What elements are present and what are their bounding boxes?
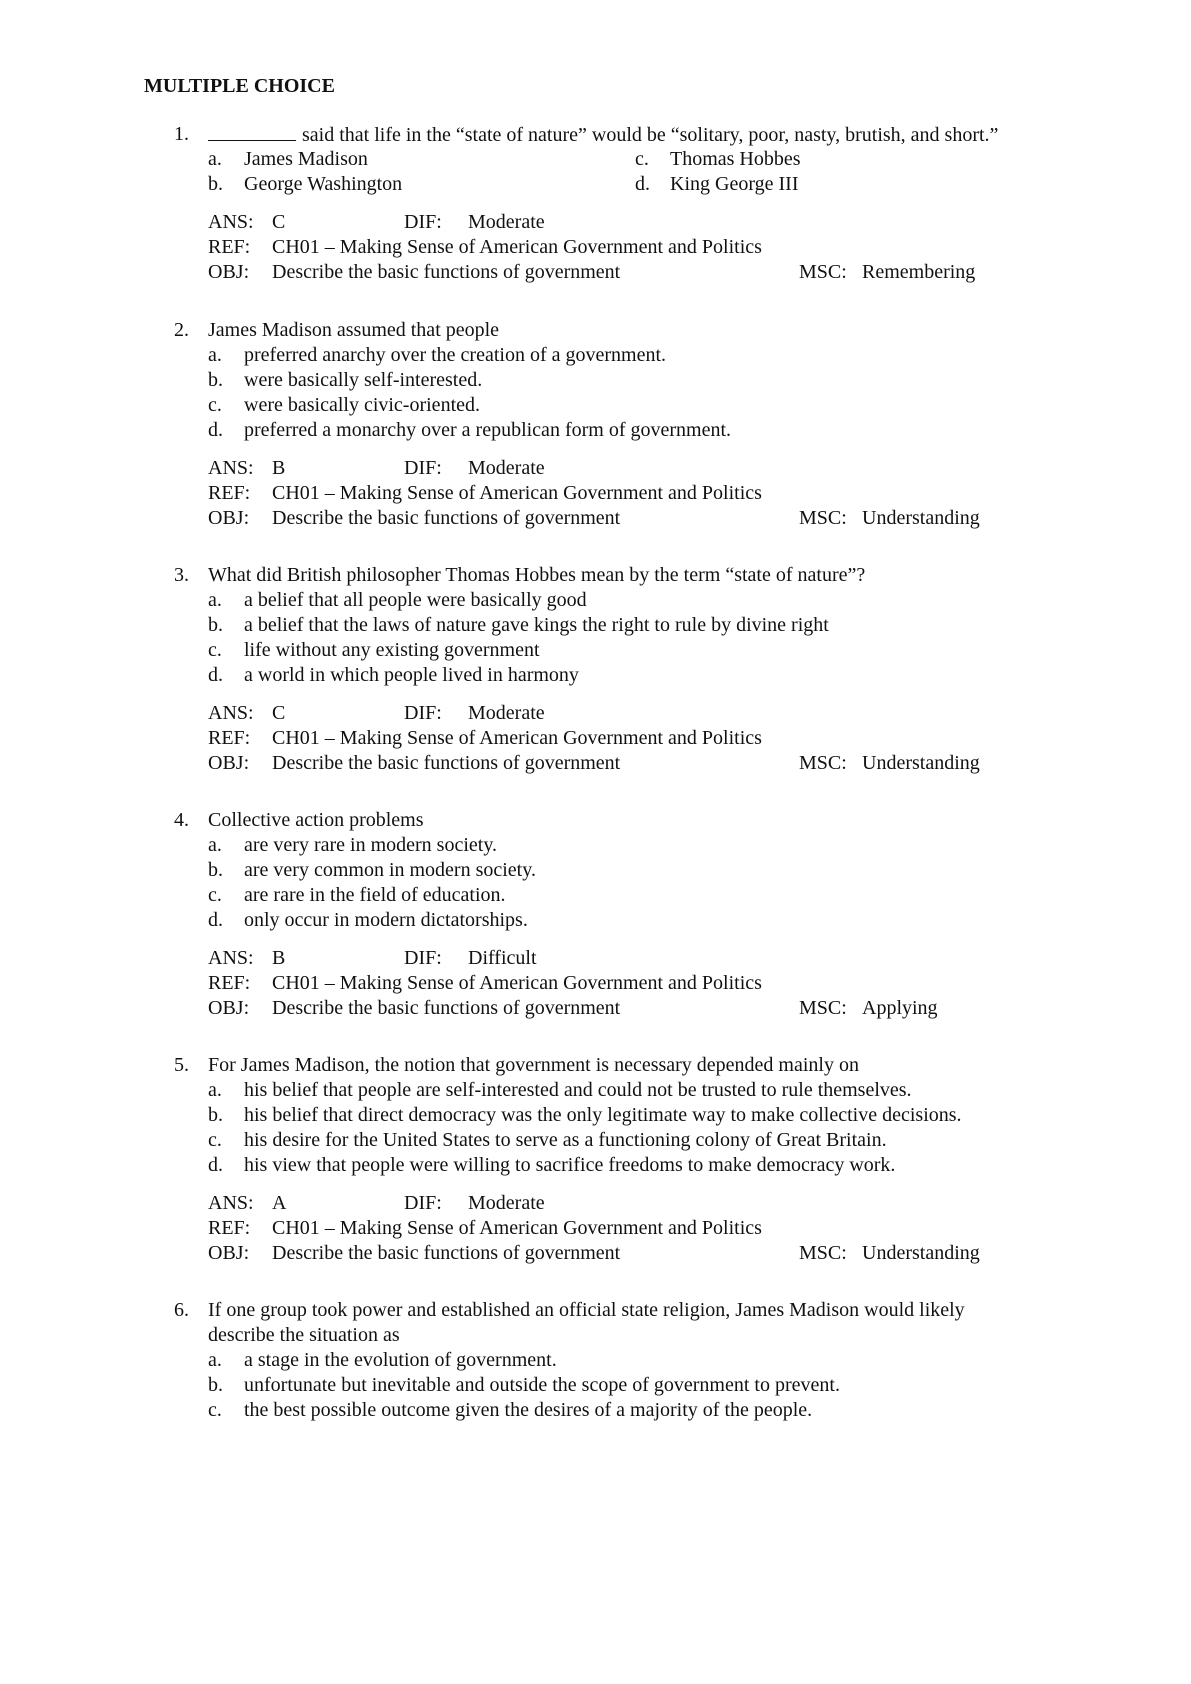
option-text: preferred a monarchy over a republican form of government. [244, 419, 732, 441]
section-heading: MULTIPLE CHOICE [144, 75, 335, 97]
question-stem-line [0, 122, 1191, 147]
ans-label: ANS: [208, 457, 254, 479]
option-text: are rare in the field of education. [244, 884, 506, 906]
option-row [0, 883, 1191, 908]
msc-label: MSC: [799, 752, 847, 774]
dif-value: Moderate [468, 211, 545, 233]
obj-meta-row [0, 506, 1191, 531]
dif-value: Moderate [468, 457, 545, 479]
ans-label: ANS: [208, 1192, 254, 1214]
answer-meta-row [0, 456, 1191, 481]
ref-value: CH01 – Making Sense of American Government and Politics [272, 1217, 762, 1239]
question-stem: For James Madison, the notion that government is necessary depended mainly on [208, 1054, 859, 1076]
option-text: a belief that the laws of nature gave kings the right to rule by divine right [244, 614, 829, 636]
option-letter: c. [635, 148, 649, 170]
question-2 [0, 318, 1191, 531]
ref-label: REF: [208, 972, 251, 994]
option-text: James Madison [244, 148, 368, 170]
dif-value: Difficult [468, 947, 537, 969]
option-letter: b. [208, 614, 223, 636]
question-stem-line [0, 1053, 1191, 1078]
option-row [0, 1078, 1191, 1103]
option-text: his view that people were willing to sacrifice freedoms to make democracy work. [244, 1154, 896, 1176]
msc-label: MSC: [799, 261, 847, 283]
msc-label: MSC: [799, 507, 847, 529]
option-text: George Washington [244, 173, 403, 195]
question-3 [0, 563, 1191, 776]
option-letter: c. [208, 1129, 222, 1151]
msc-value: Understanding [862, 507, 980, 529]
obj-value: Describe the basic functions of government [272, 997, 621, 1019]
question-number: 1. [174, 123, 189, 145]
question-number: 6. [174, 1299, 189, 1321]
ref-label: REF: [208, 482, 251, 504]
option-text: a belief that all people were basically good [244, 589, 587, 611]
option-row [0, 613, 1191, 638]
option-row [0, 418, 1191, 443]
option-letter: d. [635, 173, 650, 195]
option-letter: c. [208, 394, 222, 416]
question-stem-line [0, 1298, 1191, 1323]
answer-meta-row [0, 946, 1191, 971]
ans-value: B [272, 457, 286, 479]
option-text: a world in which people lived in harmony [244, 664, 579, 686]
option-letter: a. [208, 148, 222, 170]
question-number: 2. [174, 319, 189, 341]
obj-meta-row [0, 751, 1191, 776]
option-letter: c. [208, 1399, 222, 1421]
ans-value: A [272, 1192, 287, 1214]
option-letter: b. [208, 1104, 223, 1126]
dif-label: DIF: [404, 702, 442, 724]
option-row [0, 858, 1191, 883]
msc-value: Understanding [862, 1242, 980, 1264]
question-number: 4. [174, 809, 189, 831]
question-stem-continued: describe the situation as [208, 1324, 400, 1346]
ans-value: B [272, 947, 286, 969]
obj-label: OBJ: [208, 1242, 250, 1264]
option-letter: d. [208, 419, 223, 441]
dif-value: Moderate [468, 702, 545, 724]
option-row [0, 1128, 1191, 1153]
ans-label: ANS: [208, 702, 254, 724]
question-stem: If one group took power and established an official state religion, James Madison would likely [208, 1299, 965, 1321]
option-letter: d. [208, 909, 223, 931]
ref-label: REF: [208, 1217, 251, 1239]
option-row [0, 588, 1191, 613]
option-letter: d. [208, 1154, 223, 1176]
ref-meta-row [0, 726, 1191, 751]
option-text: only occur in modern dictatorships. [244, 909, 528, 931]
ref-value: CH01 – Making Sense of American Government and Politics [272, 727, 762, 749]
obj-value: Describe the basic functions of government [272, 507, 621, 529]
option-text: Thomas Hobbes [670, 148, 801, 170]
option-text: King George III [670, 173, 799, 195]
option-letter: d. [208, 664, 223, 686]
question-number: 3. [174, 564, 189, 586]
option-letter: b. [208, 859, 223, 881]
ref-meta-row [0, 235, 1191, 260]
option-text: were basically self-interested. [244, 369, 483, 391]
dif-label: DIF: [404, 1192, 442, 1214]
obj-label: OBJ: [208, 507, 250, 529]
ref-meta-row [0, 1216, 1191, 1241]
option-letter: a. [208, 344, 222, 366]
ref-value: CH01 – Making Sense of American Government and Politics [272, 236, 762, 258]
answer-meta-row [0, 210, 1191, 235]
obj-label: OBJ: [208, 997, 250, 1019]
option-text: life without any existing government [244, 639, 540, 661]
option-text: a stage in the evolution of government. [244, 1349, 557, 1371]
question-stem: Collective action problems [208, 809, 424, 831]
answer-meta-row [0, 701, 1191, 726]
ref-label: REF: [208, 727, 251, 749]
option-row [0, 1398, 1191, 1423]
option-row [0, 638, 1191, 663]
question-4 [0, 808, 1191, 1021]
question-stem: What did British philosopher Thomas Hobbes mean by the term “state of nature”? [208, 564, 866, 586]
dif-value: Moderate [468, 1192, 545, 1214]
question-stem-line [0, 1323, 1191, 1348]
option-text: preferred anarchy over the creation of a government. [244, 344, 667, 366]
ans-label: ANS: [208, 947, 254, 969]
option-row [0, 1373, 1191, 1398]
option-row [0, 1103, 1191, 1128]
obj-value: Describe the basic functions of government [272, 1242, 621, 1264]
option-row [0, 663, 1191, 688]
ans-value: C [272, 211, 286, 233]
option-row [0, 393, 1191, 418]
option-text: unfortunate but inevitable and outside the scope of government to prevent. [244, 1374, 840, 1396]
option-row [0, 1153, 1191, 1178]
ref-label: REF: [208, 236, 251, 258]
option-text: are very rare in modern society. [244, 834, 498, 856]
dif-label: DIF: [404, 947, 442, 969]
option-letter: a. [208, 1349, 222, 1371]
option-text: were basically civic-oriented. [244, 394, 480, 416]
option-row [0, 343, 1191, 368]
answer-blank [208, 122, 296, 141]
option-letter: b. [208, 173, 223, 195]
option-letter: a. [208, 834, 222, 856]
obj-meta-row [0, 260, 1191, 285]
option-row [0, 908, 1191, 933]
ans-label: ANS: [208, 211, 254, 233]
question-number: 5. [174, 1054, 189, 1076]
option-row [0, 368, 1191, 393]
question-stem-line [0, 808, 1191, 833]
ref-value: CH01 – Making Sense of American Government and Politics [272, 482, 762, 504]
option-row [0, 147, 1191, 172]
answer-meta-row [0, 1191, 1191, 1216]
option-letter: c. [208, 884, 222, 906]
obj-label: OBJ: [208, 752, 250, 774]
option-text: the best possible outcome given the desires of a majority of the people. [244, 1399, 813, 1421]
question-stem-line [0, 318, 1191, 343]
question-stem: James Madison assumed that people [208, 319, 500, 341]
msc-value: Remembering [862, 261, 976, 283]
obj-value: Describe the basic functions of government [272, 752, 621, 774]
option-letter: a. [208, 1079, 222, 1101]
question-6 [0, 1298, 1191, 1423]
dif-label: DIF: [404, 211, 442, 233]
obj-meta-row [0, 1241, 1191, 1266]
question-1 [0, 122, 1191, 285]
msc-label: MSC: [799, 1242, 847, 1264]
ref-meta-row [0, 481, 1191, 506]
option-letter: c. [208, 639, 222, 661]
ref-meta-row [0, 971, 1191, 996]
dif-label: DIF: [404, 457, 442, 479]
option-row [0, 833, 1191, 858]
ans-value: C [272, 702, 286, 724]
question-stem: said that life in the “state of nature” would be “solitary, poor, nasty, brutish, and short.” [302, 124, 999, 146]
option-text: his belief that people are self-interested and could not be trusted to rule themselves. [244, 1079, 912, 1101]
option-text: his desire for the United States to serve as a functioning colony of Great Britain. [244, 1129, 887, 1151]
option-row [0, 172, 1191, 197]
question-stem-line [0, 563, 1191, 588]
option-text: are very common in modern society. [244, 859, 536, 881]
obj-meta-row [0, 996, 1191, 1021]
option-letter: a. [208, 589, 222, 611]
option-letter: b. [208, 1374, 223, 1396]
msc-value: Understanding [862, 752, 980, 774]
msc-value: Applying [862, 997, 938, 1019]
obj-label: OBJ: [208, 261, 250, 283]
option-row [0, 1348, 1191, 1373]
msc-label: MSC: [799, 997, 847, 1019]
option-letter: b. [208, 369, 223, 391]
ref-value: CH01 – Making Sense of American Government and Politics [272, 972, 762, 994]
question-5 [0, 1053, 1191, 1266]
option-text: his belief that direct democracy was the only legitimate way to make collective decisions. [244, 1104, 962, 1126]
obj-value: Describe the basic functions of government [272, 261, 621, 283]
